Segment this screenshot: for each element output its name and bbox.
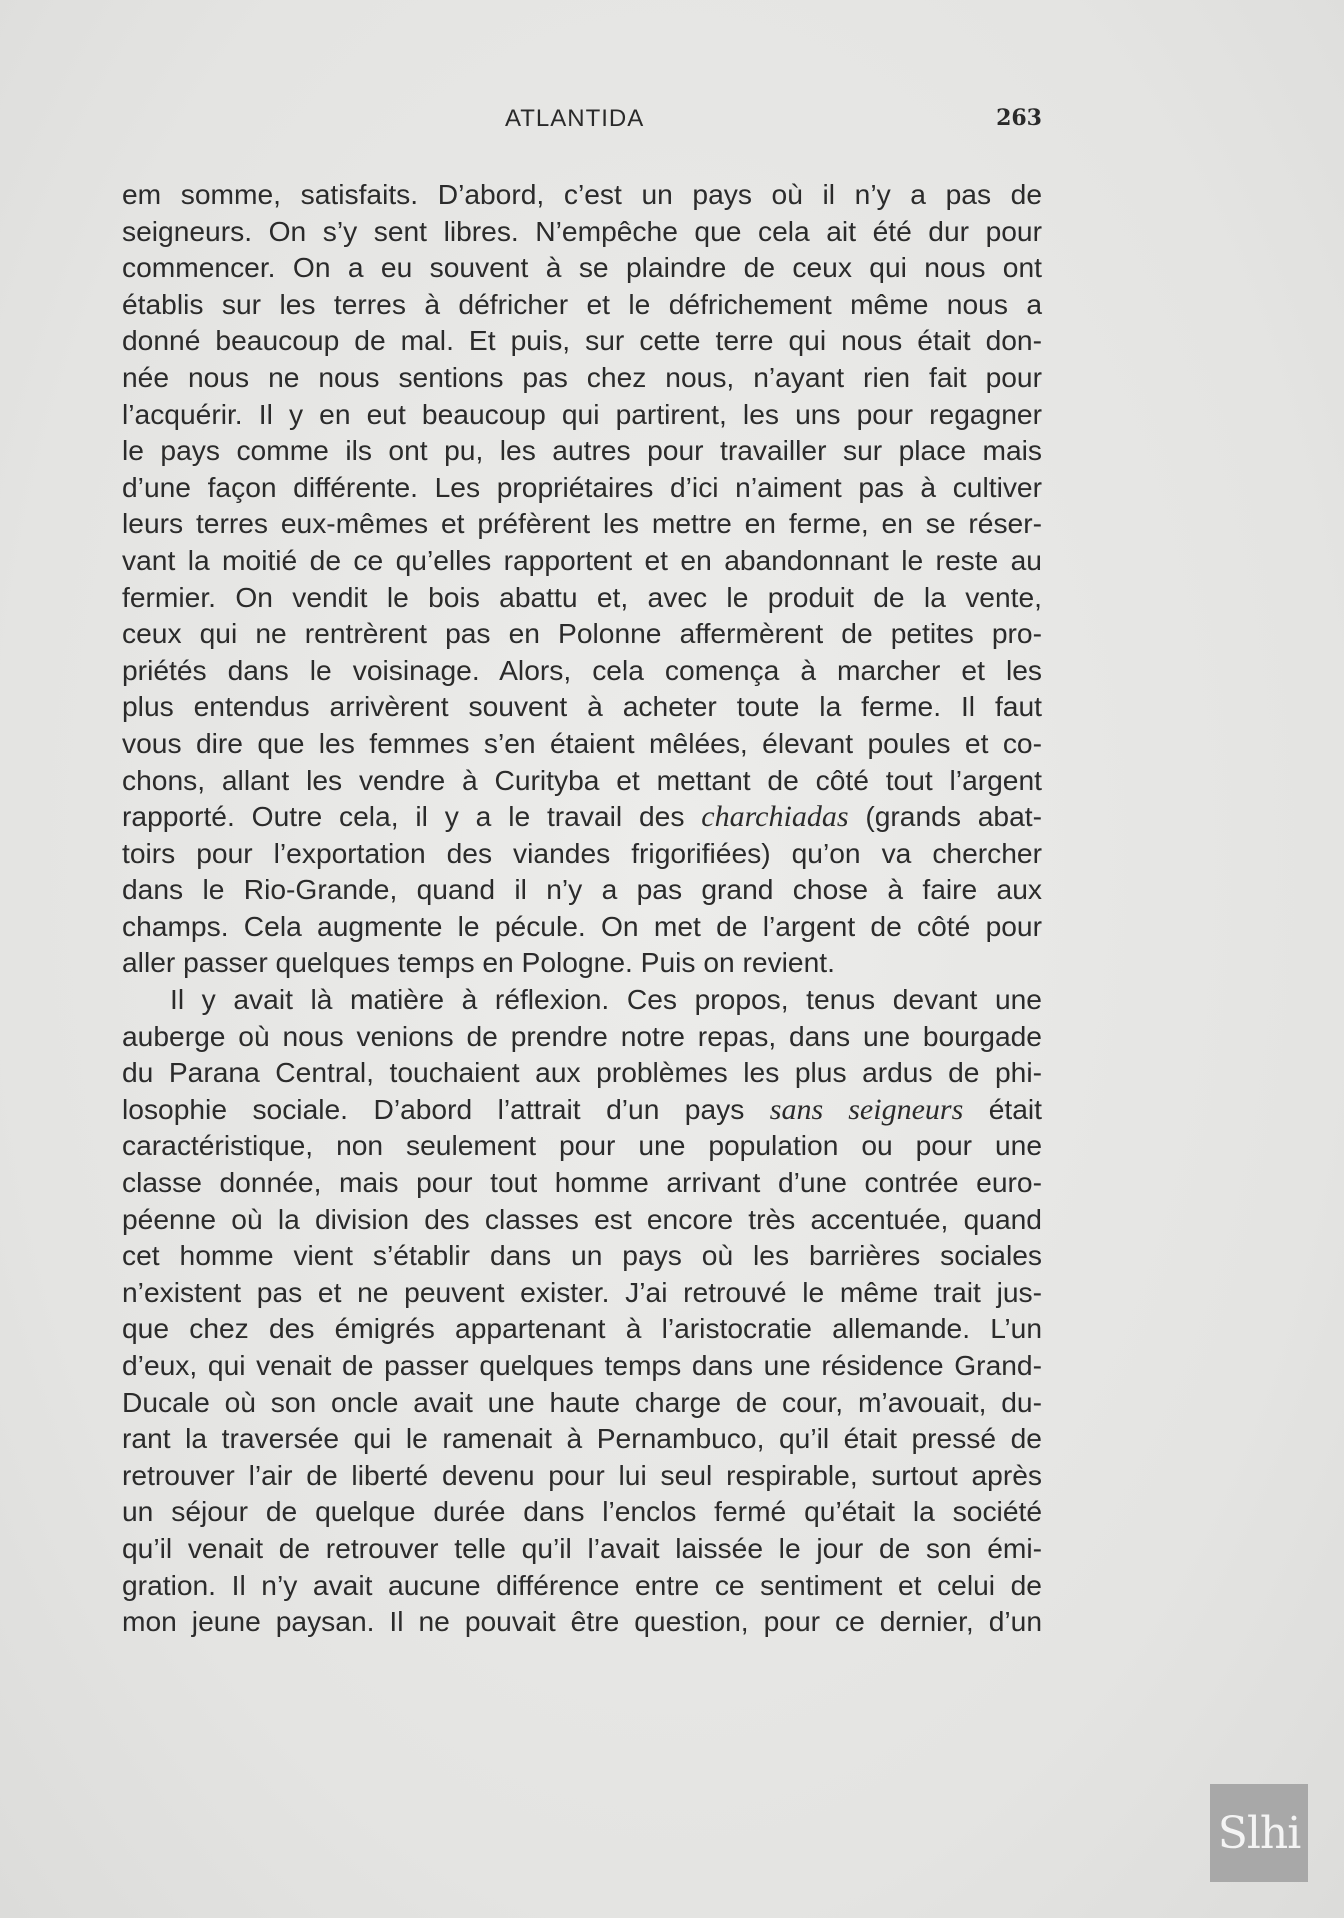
text-line: vous dire que les femmes s’en étaient mêlées, élevant poules et co-: [122, 726, 1042, 759]
text-segment: était: [963, 1092, 1042, 1125]
text-line: donné beaucoup de mal. Et puis, sur cette terre qui nous était don-: [122, 324, 1042, 357]
text-line: Ducale où son oncle avait une haute charge de cour, m’avouait, du-: [122, 1385, 1042, 1418]
text-line: [122, 1091, 1042, 1128]
body-text: [122, 176, 1042, 1640]
text-line: retrouver l’air de liberté devenu pour lui seul respirable, surtout après: [122, 1458, 1042, 1491]
page-number: 263: [996, 105, 1042, 131]
text-line: seigneurs. On s’y sent libres. N’empêche que cela ait été dur pour: [122, 214, 1042, 247]
text-line: champs. Cela augmente le pécule. On met de l’argent de côté pour: [122, 909, 1042, 942]
italic-term: charchiadas: [701, 800, 849, 834]
text-line: chons, allant les vendre à Curityba et mettant de côté tout l’argent: [122, 763, 1042, 796]
text-line: aller passer quelques temps en Pologne. Puis on revient.: [122, 946, 835, 979]
text-line: classe donnée, mais pour tout homme arrivant d’une contrée euro-: [122, 1166, 1042, 1199]
text-line: née nous ne nous sentions pas chez nous, n’ayant rien fait pour: [122, 360, 1042, 393]
text-line: cet homme vient s’établir dans un pays où les barrières sociales: [122, 1239, 1042, 1272]
text-line: vant la moitié de ce qu’elles rapportent et en abandonnant le reste au: [122, 543, 1042, 576]
text-line: priétés dans le voisinage. Alors, cela comença à marcher et les: [122, 653, 1042, 686]
text-line: d’une façon différente. Les propriétaires d’ici n’aiment pas à cultiver: [122, 470, 1042, 503]
text-line: rant la traversée qui le ramenait à Pernambuco, qu’il était pressé de: [122, 1422, 1042, 1455]
text-line: plus entendus arrivèrent souvent à acheter toute la ferme. Il faut: [122, 690, 1042, 723]
text-line: em somme, satisfaits. D’abord, c’est un pays où il n’y a pas de: [122, 178, 1042, 210]
text-segment: losophie sociale. D’abord l’attrait d’un pays: [122, 1092, 770, 1125]
text-line: Il y avait là matière à réflexion. Ces propos, tenus devant une: [170, 983, 1042, 1016]
text-line: dans le Rio-Grande, quand il n’y a pas grand chose à faire aux: [122, 873, 1042, 906]
text-segment: rapporté. Outre cela, il y a le travail des: [122, 800, 702, 833]
text-line: ceux qui ne rentrèrent pas en Polonne affermèrent de petites pro-: [122, 617, 1042, 650]
text-line: [122, 798, 1042, 835]
text-line: du Parana Central, touchaient aux problèmes les plus ardus de phi-: [122, 1056, 1042, 1089]
text-line: établis sur les terres à défricher et le défrichement même nous a: [122, 287, 1042, 320]
text-line: mon jeune paysan. Il ne pouvait être question, pour ce dernier, d’un: [122, 1605, 1042, 1638]
text-line: l’acquérir. Il y en eut beaucoup qui partirent, les uns pour regagner: [122, 397, 1042, 430]
text-line: d’eux, qui venait de passer quelques temps dans une résidence Grand-: [122, 1349, 1042, 1381]
page-header: [122, 105, 1062, 145]
text-line: commencer. On a eu souvent à se plaindre de ceux qui nous ont: [122, 251, 1042, 284]
text-line: fermier. On vendit le bois abattu et, avec le produit de la vente,: [122, 580, 1042, 613]
logo-text: Slhi: [1217, 1807, 1301, 1859]
text-line: leurs terres eux-mêmes et préfèrent les mettre en ferme, en se réser-: [122, 507, 1042, 540]
running-title: ATLANTIDA: [505, 105, 645, 132]
text-line: n’existent pas et ne peuvent exister. J’ai retrouvé le même trait jus-: [122, 1275, 1042, 1308]
text-line: caractéristique, non seulement pour une population ou pour une: [122, 1129, 1042, 1162]
text-segment: (grands abat-: [848, 800, 1043, 833]
text-line: péenne où la division des classes est encore très accentuée, quand: [122, 1202, 1042, 1235]
text-line: qu’il venait de retrouver telle qu’il l’avait laissée le jour de son émi-: [122, 1531, 1042, 1564]
text-line: auberge où nous venions de prendre notre repas, dans une bourgade: [122, 1019, 1042, 1052]
italic-term: sans seigneurs: [769, 1092, 964, 1126]
library-logo: [1210, 1784, 1308, 1882]
text-line: gration. Il n’y avait aucune différence entre ce sentiment et celui de: [122, 1568, 1042, 1601]
text-line: un séjour de quelque durée dans l’enclos fermé qu’était la société: [122, 1495, 1042, 1528]
text-line: toirs pour l’exportation des viandes frigorifiées) qu’on va chercher: [122, 836, 1042, 869]
text-line: le pays comme ils ont pu, les autres pour travailler sur place mais: [122, 434, 1042, 467]
text-line: que chez des émigrés appartenant à l’aristocratie allemande. L’un: [122, 1312, 1042, 1345]
